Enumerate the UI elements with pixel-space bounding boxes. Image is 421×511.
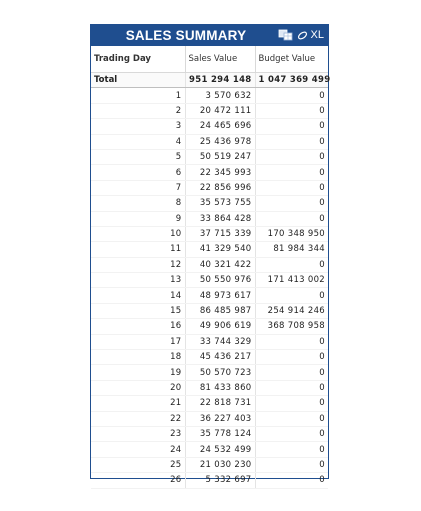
- table-row[interactable]: [91, 365, 328, 380]
- budget-cell: 0: [255, 426, 328, 441]
- sales-cell: 81 433 860: [185, 380, 255, 395]
- table-row[interactable]: [91, 242, 328, 257]
- budget-cell: 0: [255, 149, 328, 164]
- table-row[interactable]: [91, 226, 328, 241]
- table-row[interactable]: [91, 396, 328, 411]
- day-cell: 23: [91, 426, 185, 441]
- sales-summary-panel: [90, 24, 331, 486]
- sales-cell: 50 519 247: [185, 149, 255, 164]
- day-cell: 16: [91, 319, 185, 334]
- day-cell: 13: [91, 273, 185, 288]
- day-cell: 10: [91, 226, 185, 241]
- sales-cell: 37 715 339: [185, 226, 255, 241]
- day-cell: 6: [91, 165, 185, 180]
- day-cell: 3: [91, 119, 185, 134]
- budget-cell: 0: [255, 365, 328, 380]
- day-cell: 7: [91, 180, 185, 195]
- table-row[interactable]: [91, 149, 328, 164]
- budget-cell: 0: [255, 103, 328, 118]
- caption-toolbar: [278, 27, 324, 43]
- sales-cell: 22 345 993: [185, 165, 255, 180]
- total-row: [91, 73, 328, 88]
- sales-cell: 3 570 632: [185, 88, 255, 103]
- budget-cell: 0: [255, 257, 328, 272]
- budget-cell: 0: [255, 396, 328, 411]
- sales-cell: 50 550 976: [185, 273, 255, 288]
- total-label: Total: [91, 73, 185, 88]
- day-cell: 17: [91, 334, 185, 349]
- table-row[interactable]: [91, 134, 328, 149]
- sales-cell: 40 321 422: [185, 257, 255, 272]
- budget-cell: 0: [255, 211, 328, 226]
- sales-cell: 22 818 731: [185, 396, 255, 411]
- table-row[interactable]: [91, 211, 328, 226]
- day-cell: 9: [91, 211, 185, 226]
- sales-table: [91, 46, 331, 489]
- budget-cell: 0: [255, 334, 328, 349]
- sales-cell: 48 973 617: [185, 288, 255, 303]
- day-cell: 25: [91, 457, 185, 472]
- budget-cell: 81 984 344: [255, 242, 328, 257]
- sales-cell: 24 465 696: [185, 119, 255, 134]
- day-cell: 8: [91, 196, 185, 211]
- sales-cell: 22 856 996: [185, 180, 255, 195]
- table-row[interactable]: [91, 119, 328, 134]
- budget-cell: 171 413 002: [255, 273, 328, 288]
- budget-cell: 368 708 958: [255, 319, 328, 334]
- sales-cell: 45 436 217: [185, 350, 255, 365]
- budget-cell: 0: [255, 442, 328, 457]
- day-cell: 20: [91, 380, 185, 395]
- sales-cell: 21 030 230: [185, 457, 255, 472]
- header-sales-value[interactable]: Sales Value: [185, 46, 255, 73]
- budget-cell: 0: [255, 196, 328, 211]
- budget-cell: 170 348 950: [255, 226, 328, 241]
- table-row[interactable]: [91, 273, 328, 288]
- panel-title: SALES SUMMARY: [125, 28, 247, 43]
- sales-cell: 33 744 329: [185, 334, 255, 349]
- sales-cell: 35 573 755: [185, 196, 255, 211]
- sales-cell: 24 532 499: [185, 442, 255, 457]
- table-row[interactable]: [91, 180, 328, 195]
- sales-cell: 5 332 697: [185, 473, 255, 488]
- export-xl-button[interactable]: XL: [310, 29, 324, 41]
- table-row[interactable]: [91, 288, 328, 303]
- day-cell: 1: [91, 88, 185, 103]
- budget-cell: 0: [255, 288, 328, 303]
- day-cell: 11: [91, 242, 185, 257]
- budget-cell: 0: [255, 134, 328, 149]
- day-cell: 26: [91, 473, 185, 488]
- header-budget-value[interactable]: Budget Value: [255, 46, 328, 73]
- day-cell: 19: [91, 365, 185, 380]
- table-row[interactable]: [91, 473, 328, 488]
- budget-cell: 254 914 246: [255, 303, 328, 318]
- budget-cell: 0: [255, 350, 328, 365]
- table-row[interactable]: [91, 442, 328, 457]
- budget-cell: 0: [255, 165, 328, 180]
- sales-cell: 50 570 723: [185, 365, 255, 380]
- day-cell: 4: [91, 134, 185, 149]
- day-cell: 18: [91, 350, 185, 365]
- table-row[interactable]: [91, 88, 328, 103]
- panel-caption: [91, 25, 328, 46]
- day-cell: 12: [91, 257, 185, 272]
- budget-cell: 0: [255, 119, 328, 134]
- total-sales: 951 294 148: [185, 73, 255, 88]
- budget-cell: 0: [255, 457, 328, 472]
- sales-cell: 20 472 111: [185, 103, 255, 118]
- table-row[interactable]: [91, 457, 328, 472]
- table-row[interactable]: [91, 319, 328, 334]
- table-header-row: [91, 46, 328, 73]
- detach-icon[interactable]: [297, 27, 308, 43]
- day-cell: 14: [91, 288, 185, 303]
- table-row[interactable]: [91, 257, 328, 272]
- table-row[interactable]: [91, 103, 328, 118]
- budget-cell: 0: [255, 380, 328, 395]
- budget-cell: 0: [255, 180, 328, 195]
- header-trading-day[interactable]: Trading Day: [91, 46, 185, 73]
- total-budget: 1 047 369 499: [255, 73, 328, 88]
- table-row[interactable]: [91, 165, 328, 180]
- table-row[interactable]: [91, 350, 328, 365]
- table-row[interactable]: [91, 426, 328, 441]
- table-row[interactable]: [91, 196, 328, 211]
- sales-cell: 41 329 540: [185, 242, 255, 257]
- sales-cell: 36 227 403: [185, 411, 255, 426]
- sales-cell: 25 436 978: [185, 134, 255, 149]
- table-row[interactable]: [91, 380, 328, 395]
- table-row[interactable]: [91, 303, 328, 318]
- day-cell: 5: [91, 149, 185, 164]
- day-cell: 21: [91, 396, 185, 411]
- table-row[interactable]: [91, 411, 328, 426]
- sales-cell: 33 864 428: [185, 211, 255, 226]
- budget-cell: 0: [255, 473, 328, 488]
- day-cell: 2: [91, 103, 185, 118]
- table-options-icon[interactable]: [278, 27, 294, 43]
- budget-cell: 0: [255, 88, 328, 103]
- day-cell: 22: [91, 411, 185, 426]
- day-cell: 24: [91, 442, 185, 457]
- sales-cell: 49 906 619: [185, 319, 255, 334]
- budget-cell: 0: [255, 411, 328, 426]
- day-cell: 15: [91, 303, 185, 318]
- table-row[interactable]: [91, 334, 328, 349]
- sales-cell: 35 778 124: [185, 426, 255, 441]
- sales-cell: 86 485 987: [185, 303, 255, 318]
